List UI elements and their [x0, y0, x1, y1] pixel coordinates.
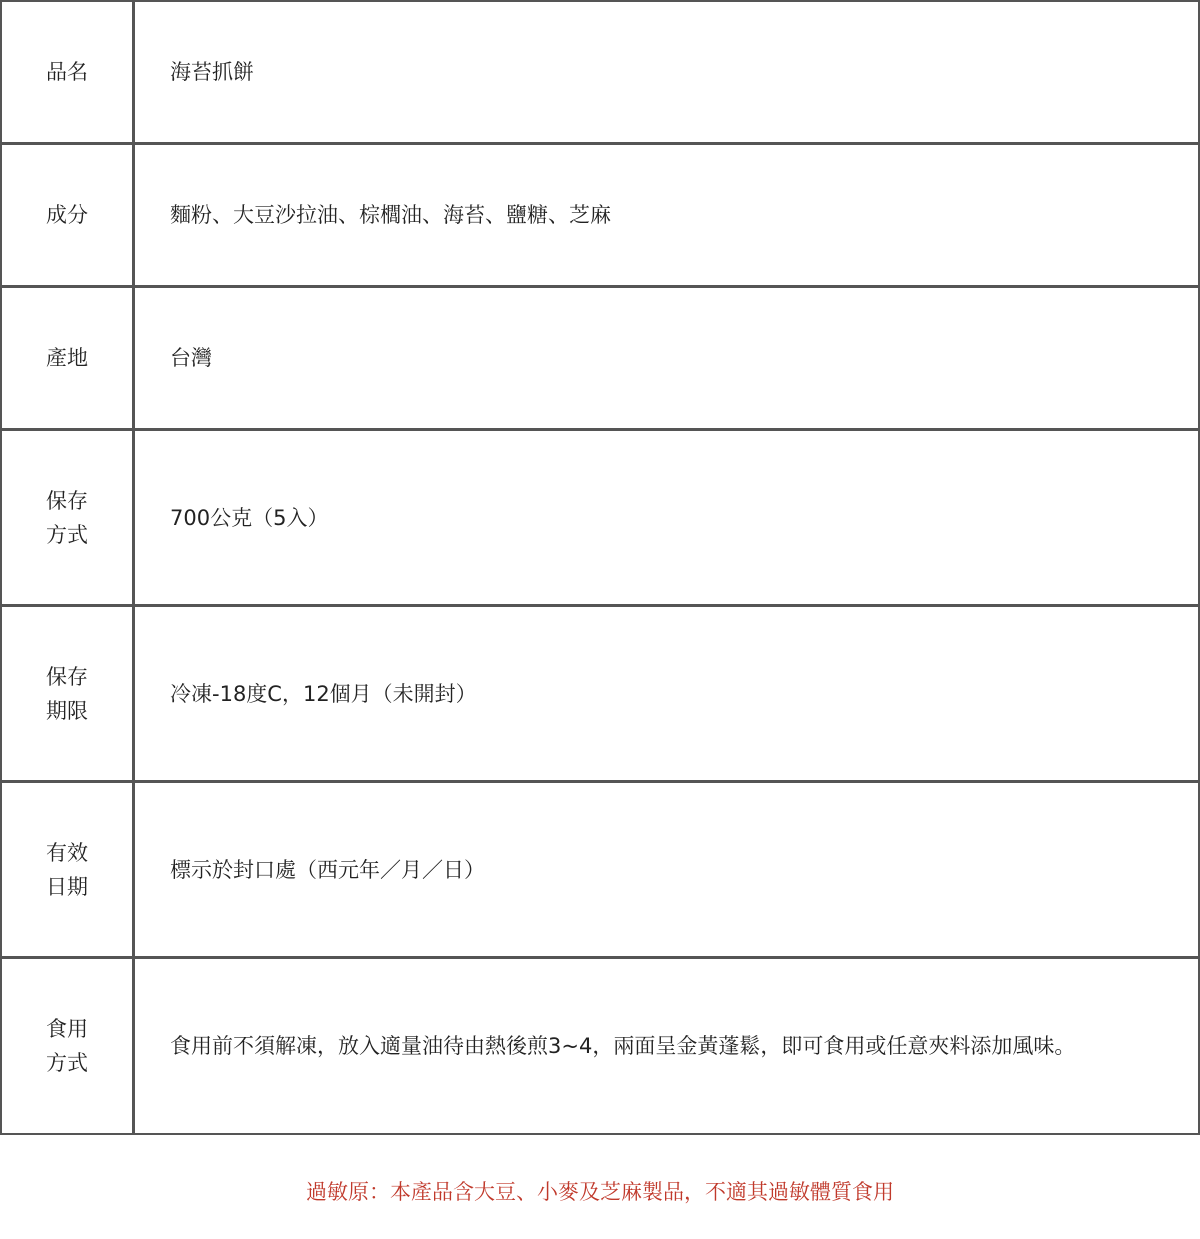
row-value-cell [135, 2, 1198, 142]
row-label-cell [2, 2, 135, 142]
row-value: 海苔抓餅 [170, 60, 254, 84]
row-value: 標示於封口處（西元年／月／日） [170, 857, 485, 882]
row-label: 食用方式 [46, 1017, 88, 1075]
row-label: 保存期限 [46, 664, 88, 723]
row-label-cell [2, 145, 135, 285]
row-value: 食用前不須解凍，放入適量油待由熱後煎3~4，兩面呈金黃蓬鬆，即可食用或任意夾料添加風味。 [170, 1034, 1076, 1058]
table-row [2, 431, 1198, 607]
table-row [2, 2, 1198, 145]
row-label-cell [2, 783, 135, 956]
table-row [2, 288, 1198, 431]
row-label: 有效日期 [46, 840, 88, 899]
row-label-cell [2, 607, 135, 780]
row-label: 品名 [46, 60, 88, 84]
row-value: 麵粉、大豆沙拉油、棕櫚油、海苔、鹽糖、芝麻 [170, 203, 611, 227]
table-row [2, 959, 1198, 1133]
row-value-cell [135, 783, 1198, 956]
row-value-cell [135, 431, 1198, 604]
row-label: 產地 [46, 346, 88, 370]
row-value: 台灣 [170, 346, 212, 370]
row-value-cell [135, 145, 1198, 285]
row-value-cell [135, 959, 1198, 1133]
row-label: 保存方式 [46, 488, 88, 547]
row-label-cell [2, 431, 135, 604]
row-value: 700公克（5入） [170, 505, 329, 530]
row-value-cell [135, 288, 1198, 428]
allergen-notice: 過敏原：本產品含大豆、小麥及芝麻製品，不適其過敏體質食用 [306, 1180, 894, 1204]
row-value-cell [135, 607, 1198, 780]
row-value: 冷凍-18度C，12個月（未開封） [170, 681, 477, 706]
row-label-cell [2, 288, 135, 428]
table-row [2, 607, 1198, 783]
table-row [2, 145, 1198, 288]
row-label: 成分 [46, 203, 88, 227]
row-label-cell [2, 959, 135, 1133]
table-row [2, 783, 1198, 959]
